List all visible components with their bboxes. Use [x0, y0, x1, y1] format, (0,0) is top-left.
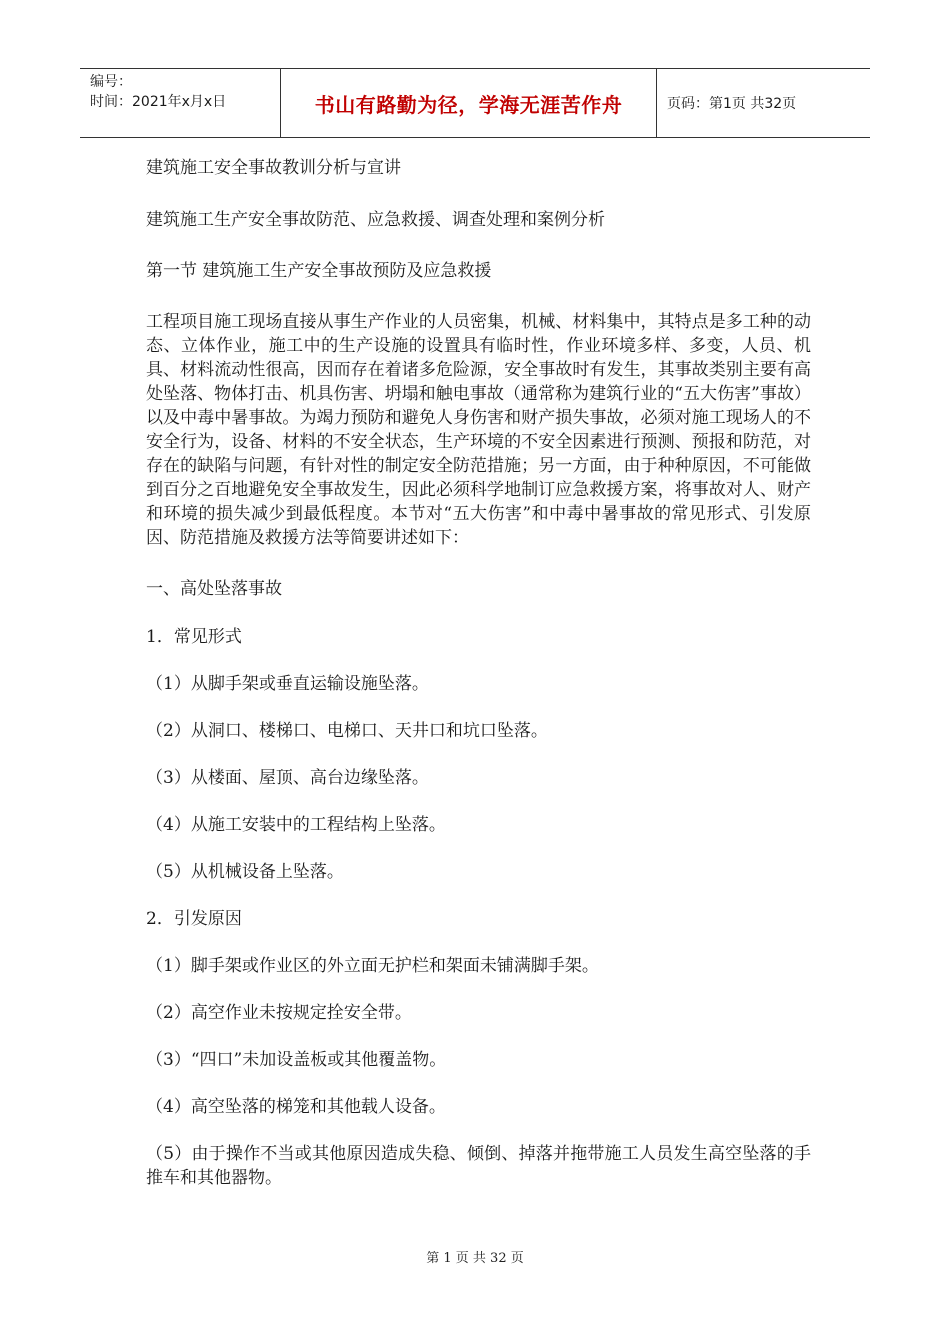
- header-meta: [80, 69, 281, 137]
- item-heading: 1．常见形式: [146, 627, 242, 647]
- list-item: （1）脚手架或作业区的外立面无护栏和架面未铺满脚手架。: [146, 956, 599, 976]
- list-item: （3）从楼面、屋顶、高台边缘坠落。: [146, 768, 429, 788]
- document-body: [146, 156, 811, 1190]
- section-heading: 第一节 建筑施工生产安全事故预防及应急救援: [146, 261, 492, 281]
- page-footer: 第 1 页 共 32 页: [426, 1251, 524, 1266]
- list-item: （1）从脚手架或垂直运输设施坠落。: [146, 674, 429, 694]
- document-subtitle: 建筑施工生产安全事故防范、应急救援、调查处理和案例分析: [146, 210, 605, 230]
- list-item: （5）从机械设备上坠落。: [146, 862, 344, 882]
- list-item: （4）高空坠落的梯笼和其他载人设备。: [146, 1097, 446, 1117]
- header-motto: 书山有路勤为径，学海无涯苦作舟: [281, 69, 657, 137]
- subsection-heading: 一、高处坠落事故: [146, 579, 282, 599]
- list-item: （5）由于操作不当或其他原因造成失稳、倾倒、掉落并拖带施工人员发生高空坠落的手推车和其他器物。: [146, 1144, 811, 1188]
- document-number-label: 编号：: [90, 74, 132, 90]
- item-heading: 2．引发原因: [146, 909, 242, 929]
- page-header: [80, 68, 870, 138]
- list-item: （3）“四口”未加设盖板或其他覆盖物。: [146, 1050, 447, 1070]
- list-item: （4）从施工安装中的工程结构上坠落。: [146, 815, 446, 835]
- list-item: （2）高空作业未按规定拴安全带。: [146, 1003, 412, 1023]
- document-title: 建筑施工安全事故教训分析与宣讲: [146, 158, 401, 178]
- document-time-label: 时间：2021年x月x日: [90, 94, 227, 110]
- header-page-info: 页码：第1页 共32页: [667, 96, 797, 112]
- intro-paragraph: 工程项目施工现场直接从事生产作业的人员密集，机械、材料集中，其特点是多工种的动态、立体作业，施工中的生产设施的设置具有临时性，作业环境多样、多变，人员、机具、材料流动性很高，因而存在着诸多危险源，安全事故时有发生，其事故类别主要有高处坠落、物体打击、机具伤害、坍塌和触电事故（通常称为建筑行业的“五大伤害”事故）以及中毒中暑事故。为竭力预防和避免人身伤害和财产损失事故，必须对施工现场人的不安全行为，设备、材料的不安全状态，生产环境的不安全因素进行预测、预报和防范，对存在的缺陷与问题，有针对性的制定安全防范措施；另一方面，由于种种原因，不可能做到百分之百地避免安全事故发生，因此必须科学地制订应急救援方案，将事故对人、财产和环境的损失减少到最低程度。本节对“五大伤害”和中毒中暑事故的常见形式、引发原因、防范措施及救援方法等简要讲述如下：: [146, 312, 811, 548]
- list-item: （2）从洞口、楼梯口、电梯口、天井口和坑口坠落。: [146, 721, 548, 741]
